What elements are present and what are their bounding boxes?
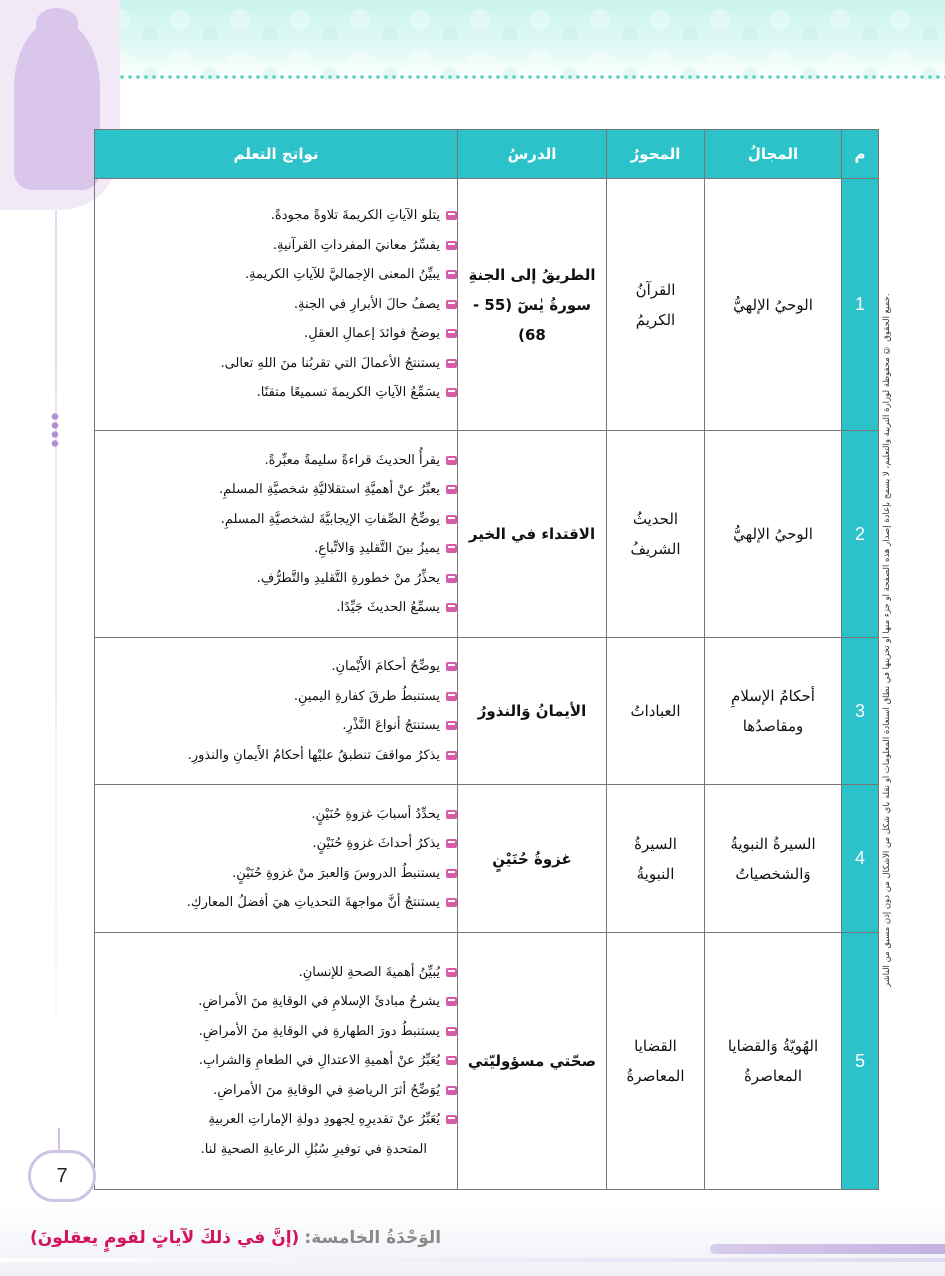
table-row (95, 431, 879, 638)
list-item (95, 1135, 457, 1165)
domain-cell-line: الوحيُ الإلهيُّ (733, 525, 813, 543)
domain-cell-line: وَالشخصياتُ (735, 864, 811, 883)
list-item (95, 741, 457, 771)
list-item (95, 1105, 457, 1135)
book-bullet-icon (446, 1115, 457, 1124)
header-pattern (100, 0, 945, 80)
list-item (95, 231, 457, 261)
book-bullet-icon (446, 997, 457, 1006)
domain-cell-line: ومقاصدُها (742, 717, 804, 735)
book-bullet-icon (446, 898, 457, 907)
outcome-text: يحذِّرُ منْ خطورةِ التَّقليدِ والتَّطرُّفِ. (256, 570, 440, 586)
outcome-text: يُبيِّنُ أهميةَ الصحةِ للإنسانِ. (298, 964, 440, 980)
outcome-text: يصفُ حالَ الأبرارِ في الجنةِ. (293, 296, 440, 312)
list-item (95, 349, 457, 379)
copyright-notice: جميع الحقوق © محفوظة لوزارة التربية والتعليم، لا يسمح بإعادة إصدار هذه الصفحة أو جزء منها أو تخزينها في نطاق استعادة المعلومات أو نقله بأي شكل من الأشكال من دون إذن مسبق من الناشر. (882, 293, 892, 987)
book-bullet-icon (446, 544, 457, 553)
list-item (95, 711, 457, 741)
header-number: م (842, 130, 879, 179)
side-dots-decoration (50, 412, 60, 448)
axis-cell-line: الشريفُ (630, 540, 681, 558)
domain-cell-line: الوحيُ الإلهيُّ (733, 295, 813, 314)
list-item (95, 290, 457, 320)
outcomes-list (95, 958, 457, 1165)
axis-cell (607, 179, 705, 431)
outcome-text: يُوَضِّحُ أثرَ الرياضةِ في الوقايةِ منَ الأمراضِ. (213, 1082, 440, 1098)
lesson-cell-line: الطريقُ إلى الجنةِ (468, 265, 596, 284)
lesson-cell (458, 933, 607, 1190)
outcome-text: يستنبطُ الدروسَ وَالعبرَ منْ غزوةِ حُنَيْنٍ. (232, 865, 440, 881)
book-bullet-icon (446, 721, 457, 730)
book-bullet-icon (446, 456, 457, 465)
table-row (95, 785, 879, 933)
dome-window (14, 20, 100, 190)
book-bullet-icon (446, 869, 457, 878)
row-number: 2 (842, 431, 879, 638)
list-item (95, 446, 457, 476)
axis-cell-line: السيرةُ (634, 834, 677, 853)
outcomes-list (95, 652, 457, 770)
list-item (95, 319, 457, 349)
axis-cell (607, 431, 705, 638)
footer-accent-bar (710, 1244, 945, 1254)
outcomes-cell (95, 638, 458, 785)
outcome-text: يعبِّرُ عنْ أهميَّةِ استقلاليَّةِ شخصيَّةِ المسلمِ. (218, 482, 440, 497)
axis-cell-line: الكريمُ (635, 310, 676, 329)
axis-cell-line: المعاصرةُ (626, 1067, 685, 1085)
list-item (95, 564, 457, 594)
lesson-cell-line: صحّتي مسؤوليّتي (467, 1052, 597, 1070)
table-header-row (95, 130, 879, 179)
book-bullet-icon (446, 810, 457, 819)
outcomes-cell (95, 933, 458, 1190)
outcomes-cell (95, 785, 458, 933)
outcomes-list (95, 800, 457, 918)
row-number: 4 (842, 785, 879, 933)
outcome-text: يسَمِّعُ الآياتِ الكريمةَ تسميعًا متقنًا. (256, 385, 440, 401)
list-item (95, 829, 457, 859)
side-rule (55, 210, 57, 1160)
header-lesson: الدرسُ (458, 130, 607, 179)
book-bullet-icon (446, 1027, 457, 1036)
outcomes-cell (95, 431, 458, 638)
outcomes-list (95, 446, 457, 623)
domain-cell-line: المعاصرةُ (743, 1067, 803, 1085)
outcome-text: يقرأُ الحديثَ قراءةً سليمةً معبِّرةً. (264, 452, 440, 468)
lesson-cell-line: الأيمانُ وَالنذورُ (477, 702, 587, 720)
outcomes-list (95, 201, 457, 408)
lesson-cell (458, 638, 607, 785)
footer-unit-label: الوَحْدَةُ الخامسة: (304, 1228, 442, 1248)
outcome-text: يستنتجُ الأعمالَ التي تقربُنا منَ اللهِ تعالى. (220, 355, 440, 371)
row-number: 5 (842, 933, 879, 1190)
list-item (95, 958, 457, 988)
list-item (95, 1017, 457, 1047)
list-item (95, 888, 457, 918)
list-item (95, 682, 457, 712)
outcome-text: المتحدةِ في توفيرِ سُبُلِ الرعايةِ الصحيةِ لنا. (200, 1141, 427, 1157)
list-item (95, 593, 457, 623)
header-domain: المجالُ (705, 130, 842, 179)
book-bullet-icon (446, 270, 457, 279)
lesson-cell-line: 68) (518, 325, 546, 344)
book-bullet-icon (446, 751, 457, 760)
outcome-text: يميزُ بينَ التَّقليدِ وَالاتِّباعِ. (314, 541, 440, 556)
outcome-text: يوضحُ فوائدَ إعمالِ العقلِ. (304, 326, 440, 342)
row-number: 1 (842, 179, 879, 431)
book-bullet-icon (446, 359, 457, 368)
axis-cell-line: الحديثُ (632, 510, 679, 528)
domain-cell (705, 785, 842, 933)
row-number: 3 (842, 638, 879, 785)
axis-cell (607, 638, 705, 785)
domain-cell (705, 933, 842, 1190)
outcome-text: يوضِّحُ أحكامَ الأَيْمانِ. (331, 659, 440, 674)
lesson-cell (458, 179, 607, 431)
axis-cell-line: القرآنُ (635, 280, 676, 299)
footer-unit (30, 1228, 690, 1262)
outcome-text: يستنبطُ طرقَ كفارةِ اليمينِ. (293, 688, 440, 704)
list-item (95, 475, 457, 505)
list-item (95, 378, 457, 408)
outcome-text: يُعَبِّرُ عنْ أهميةِ الاعتدالِ في الطعامِ وَالشرابِ. (198, 1053, 440, 1069)
domain-cell (705, 179, 842, 431)
outcome-text: يحدِّدُ أسبابَ غزوةِ حُنَيْنٍ. (311, 806, 440, 822)
list-item (95, 1076, 457, 1106)
table-row (95, 638, 879, 785)
page-number-stem (58, 1128, 60, 1150)
book-bullet-icon (446, 1086, 457, 1095)
book-bullet-icon (446, 574, 457, 583)
book-bullet-icon (446, 329, 457, 338)
axis-cell-line: النبويةُ (636, 864, 675, 883)
outcome-text: يستنتجُ أنَّ مواجهةَ التحدياتِ هيَ أفضلُ المعاركِ. (186, 895, 440, 910)
book-bullet-icon (446, 300, 457, 309)
axis-cell (607, 785, 705, 933)
lesson-cell-line: الاقتداء في الخير (468, 525, 596, 543)
list-item (95, 1046, 457, 1076)
list-item (95, 260, 457, 290)
axis-cell-line: العباداتُ (630, 702, 681, 720)
outcome-text: يُعَبِّرُ عنْ تقديرِهِ لِجهودِ دولةِ الإماراتِ العربيةِ (208, 1112, 440, 1128)
list-item (95, 652, 457, 682)
book-bullet-icon (446, 515, 457, 524)
list-item (95, 800, 457, 830)
domain-cell-line: أحكامُ الإسلامِ (731, 687, 815, 705)
outcome-text: يستنتجُ أنواعَ النَّذْرِ. (342, 718, 440, 733)
list-item (95, 534, 457, 564)
domain-cell (705, 431, 842, 638)
outcome-text: يذكرُ مواقفَ تنطبقُ عليْها أحكامُ الأَيمانِ والنذورِ. (187, 747, 440, 763)
list-item (95, 201, 457, 231)
lesson-cell (458, 785, 607, 933)
list-item (95, 987, 457, 1017)
outcome-text: يستنبطُ دورَ الطهارةِ في الوقايةِ منَ الأمراضِ. (198, 1023, 440, 1039)
domain-cell (705, 638, 842, 785)
lesson-cell-line: سورةُ يٰسٓ (55 - (472, 295, 592, 314)
list-item (95, 859, 457, 889)
table-row (95, 179, 879, 431)
axis-cell (607, 933, 705, 1190)
book-bullet-icon (446, 485, 457, 494)
book-bullet-icon (446, 211, 457, 220)
domain-cell-line: الهُويّةُ وَالقضايا (727, 1037, 819, 1055)
header-outcomes: نواتج التعلم (95, 130, 458, 179)
header-dotted-line (110, 74, 945, 80)
list-item (95, 505, 457, 535)
book-bullet-icon (446, 241, 457, 250)
domain-cell-line: السيرةُ النبويةُ (730, 834, 816, 853)
outcome-text: يسمِّعُ الحديثَ جَيِّدًا. (336, 600, 440, 615)
outcome-text: يبيِّنُ المعنى الإجماليَّ للآياتِ الكريمةِ. (244, 267, 440, 283)
book-bullet-icon (446, 968, 457, 977)
book-bullet-icon (446, 692, 457, 701)
header-axis: المحورُ (607, 130, 705, 179)
book-bullet-icon (446, 662, 457, 671)
curriculum-table (94, 129, 879, 1190)
lesson-cell-line: غزوةُ حُنَيْنٍ (492, 849, 572, 868)
outcome-text: يشرحُ مبادئَ الإسلامِ في الوقايةِ منَ الأمراضِ. (198, 994, 440, 1010)
lesson-cell (458, 431, 607, 638)
outcome-text: يفسِّرُ معانيَ المفرداتِ القرآنيةِ. (272, 237, 440, 253)
book-bullet-icon (446, 388, 457, 397)
page-number: 7 (56, 1165, 68, 1187)
footer-unit-title: (إنَّ في ذلكَ لآياتٍ لقومٍ يعقلونَ) (30, 1228, 300, 1248)
outcome-text: يوضِّحُ الصِّفاتِ الإيجابيَّةَ لشخصيَّةِ المسلمِ. (220, 511, 440, 527)
book-bullet-icon (446, 603, 457, 612)
table-row (95, 933, 879, 1190)
book-bullet-icon (446, 1056, 457, 1065)
axis-cell-line: القضايا (634, 1037, 677, 1055)
outcomes-cell (95, 179, 458, 431)
book-bullet-icon (446, 839, 457, 848)
outcome-text: يذكرُ أحداثَ غزوةِ حُنَيْنٍ. (312, 836, 440, 851)
outcome-text: يتلو الآياتِ الكريمةَ تلاوةً مجودةً. (270, 208, 440, 224)
page-number-badge (28, 1150, 96, 1202)
